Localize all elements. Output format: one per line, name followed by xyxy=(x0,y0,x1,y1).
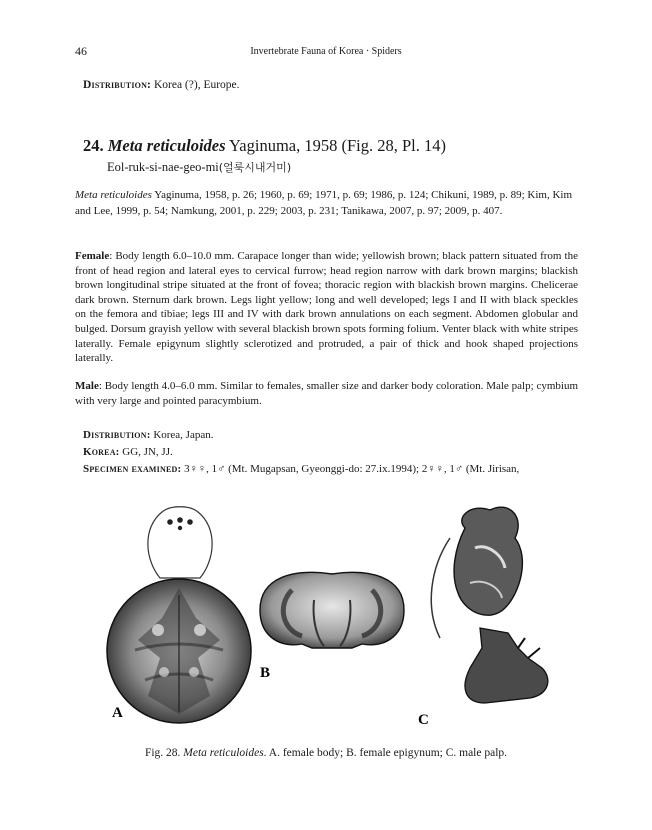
specimen-examined xyxy=(83,461,583,478)
korea-records xyxy=(83,444,583,461)
korean-name xyxy=(107,159,291,175)
specimen-text: 3♀♀, 1♂ (Mt. Mugapsan, Gyeonggi-do: 27.ix.1994); 2♀♀, 1♂ (Mt. Jirisan, xyxy=(184,463,520,475)
species-author: Yaginuma, 1958 (Fig. 28, Pl. 14) xyxy=(229,136,447,155)
female-description xyxy=(75,249,578,366)
distribution-text: Korea, Japan. xyxy=(153,429,214,441)
korean-hangul: (얼룩시내거미) xyxy=(218,161,292,174)
figure-b-epigynum xyxy=(252,560,412,685)
synonymy-name: Meta reticuloides xyxy=(75,189,152,201)
synonymy-text: Yaginuma, 1958, p. 26; 1960, p. 69; 1971, p. 69; 1986, p. 124; Chikuni, 1989, p. 89; Kim, Kim and Lee, 1999, p. 54; Namkung, 2001, p. 229; 2003, p. 231; Tanikawa, 2007, p. 97; 2009, p. 407. xyxy=(75,189,573,217)
distribution-text: Korea (?), Europe. xyxy=(153,79,240,91)
species-number: 24. xyxy=(83,136,104,155)
figure-c-male-palp xyxy=(410,498,560,730)
male-label: Male xyxy=(75,380,99,392)
species-name: Meta reticuloides xyxy=(107,136,226,155)
female-text: : Body length 6.0–10.0 mm. Carapace longer than wide; yellowish brown; black pattern situated from the front of head region and lateral eyes to cervical furrow; head region narrow with dark brown margins; blackish brown longitudinal stripe situated at the front of fovea; thoracic region with blackish brown margins. Chelicerae dark brown. Sternum dark brown. Legs light yellow; long and well developed; legs I and II with black speckles on the femora and tibiae; legs III and IV with dark brown annulations on each segment. Abdomen globular and bulged. Dorsum grayish yellow with several blackish brown spots forming folium. Venter black with white stripes laterally. Female epigynum slightly sclerotized and protruded, a pair of thick and hook shaped projections laterally. xyxy=(75,250,578,365)
male-text: : Body length 4.0–6.0 mm. Similar to females, smaller size and darker body coloration. Male palp; cymbium with very large and pointed paracymbium. xyxy=(75,380,578,407)
caption-prefix: Fig. 28. xyxy=(144,747,181,759)
korea-label: Korea: xyxy=(83,446,120,458)
korean-romanized: Eol-ruk-si-nae-geo-mi xyxy=(107,160,219,174)
male-description xyxy=(75,379,578,408)
distribution xyxy=(83,427,583,444)
female-label: Female xyxy=(75,250,110,262)
distribution-label: Distribution: xyxy=(83,429,151,441)
specimen-label: Specimen examined: xyxy=(83,463,182,475)
page-number: 46 xyxy=(75,44,87,58)
figure-a-female-body xyxy=(100,500,260,740)
figure-label-c: C xyxy=(418,712,429,728)
running-title: Invertebrate Fauna of Korea · Spiders xyxy=(250,46,402,57)
figure-caption xyxy=(0,747,652,759)
figure-label-a: A xyxy=(112,705,123,721)
synonymy xyxy=(75,188,578,219)
distribution-label: Distribution: xyxy=(83,79,152,91)
caption-species: Meta reticuloides xyxy=(183,747,264,759)
caption-rest: . A. female body; B. female epigynum; C. male palp. xyxy=(263,747,508,759)
figure-label-b: B xyxy=(260,665,271,681)
previous-distribution xyxy=(83,79,240,91)
species-title xyxy=(83,136,446,156)
korea-text: GG, JN, JJ. xyxy=(122,446,173,458)
